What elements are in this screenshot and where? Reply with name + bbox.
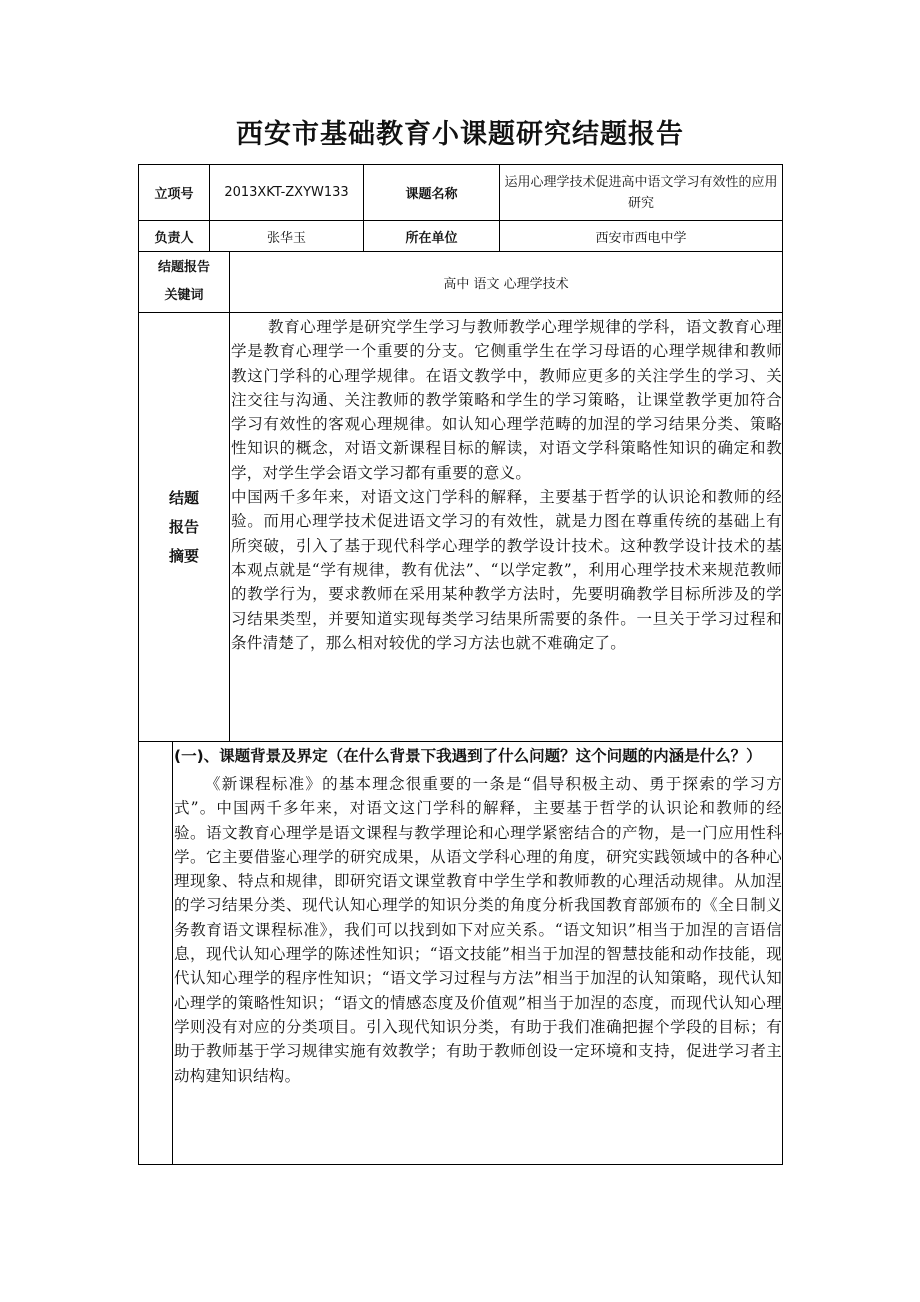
unit-value: 西安市西电中学 (595, 230, 687, 246)
project-no-label: 立项号 (154, 187, 194, 202)
summary-paragraph: 教育心理学是研究学生学习与教师教学心理学规律的学科，语文教育心理学是教育心理学一个重要的分支。它侧重学生在学习母语的心理学规律和教师教这门学科的心理学规律。在语文教学中，教师应更多的关注学生的学习、关注交往与沟通、关注教师的教学策略和学生的学习策略，让课堂教学更加符合学习有效性的客观心理规律。如认知心理学范畴的加涅的学习结果分类、策略性知识的概念，对语文新课程目标的解读，对语文学科策略性知识的确定和教学，对学生学会语文学习都有重要的意义。 (231, 318, 782, 482)
summary-label (139, 313, 229, 741)
keywords-label-line2: 关键词 (164, 288, 204, 303)
summary-label-line3: 摘要 (168, 546, 199, 565)
topic-label: 课题名称 (405, 187, 458, 202)
row-divider (139, 741, 782, 742)
summary-body (230, 315, 782, 655)
section-paragraph: 《新课程标准》的基本理念很重要的一条是“倡导积极主动、勇于探索的学习方式”。中国两千多年来，对语文这门学科的解释，主要基于哲学的认识论和教师的经验。语文教育心理学是语文课程与教学理论和心理学紧密结合的产物，是一门应用性科学。它主要借鉴心理学的研究成果，从语文学科心理的角度，研究实践领域中的各种心理现象、特点和规律，即研究语文课堂教育中学生学和教师教的心理活动规律。从加涅的学习结果分类、现代认知心理学的知识分类的角度分析我国教育部颁布的《全日制义务教育语文课程标准》，我们可以找到如下对应关系。“语文知识”相当于加涅的言语信息，现代认知心理学的陈述性知识；“语文技能”相当于加涅的智慧技能和动作技能，现代认知心理学的程序性知识；“语文学习过程与方法”相当于加涅的认知策略，现代认知心理学的策略性知识；“语文的情感态度及价值观”相当于加涅的态度，而现代认知心理学则没有对应的分类项目。引入现代知识分类，有助于我们准确把握个学段的目标；有助于教师基于学习规律实施有效教学；有助于教师创设一定环境和支持，促进学习者主动构建知识结构。 (174, 775, 782, 1085)
leader-label: 负责人 (154, 230, 194, 246)
keywords-value: 高中 语文 心理学技术 (443, 276, 569, 292)
keywords-label (139, 252, 229, 312)
section-heading: (一)、课题背景及界定（在什么背景下我遇到了什么问题？这个问题的内涵是什么？） (174, 747, 762, 765)
report-table (138, 164, 783, 1165)
summary-paragraph: 中国两千多年来，对语文这门学科的解释，主要基于哲学的认识论和教师的经验。而用心理学技术促进语文学习的有效性，就是力图在尊重传统的基础上有所突破，引入了基于现代科学心理学的教学设计技术。这种教学设计技术的基本观点就是“学有规律，教有优法”、“以学定教”，利用心理学技术来规范教师的教学行为，要求教师在采用某种教学方法时，先要明确教学目标所涉及的学习结果类型，并要知道实现每类学习结果所需要的条件。一旦关于学习过程和条件清楚了，那么相对较优的学习方法也就不难确定了。 (231, 488, 782, 652)
unit-label: 所在单位 (405, 230, 458, 246)
project-no-value: 2013XKT-ZXYW133 (224, 185, 349, 200)
keywords-label-line1: 结题报告 (157, 260, 210, 275)
document-title: 西安市基础教育小课题研究结题报告 (236, 119, 684, 150)
leader-value: 张华玉 (266, 230, 306, 246)
topic-value: 运用心理学技术促进高中语文学习有效性的应用研究 (504, 174, 778, 211)
section-background (173, 744, 782, 1088)
row-divider (139, 312, 782, 313)
summary-label-line1: 结题 (168, 488, 199, 507)
summary-label-line2: 报告 (168, 517, 199, 536)
